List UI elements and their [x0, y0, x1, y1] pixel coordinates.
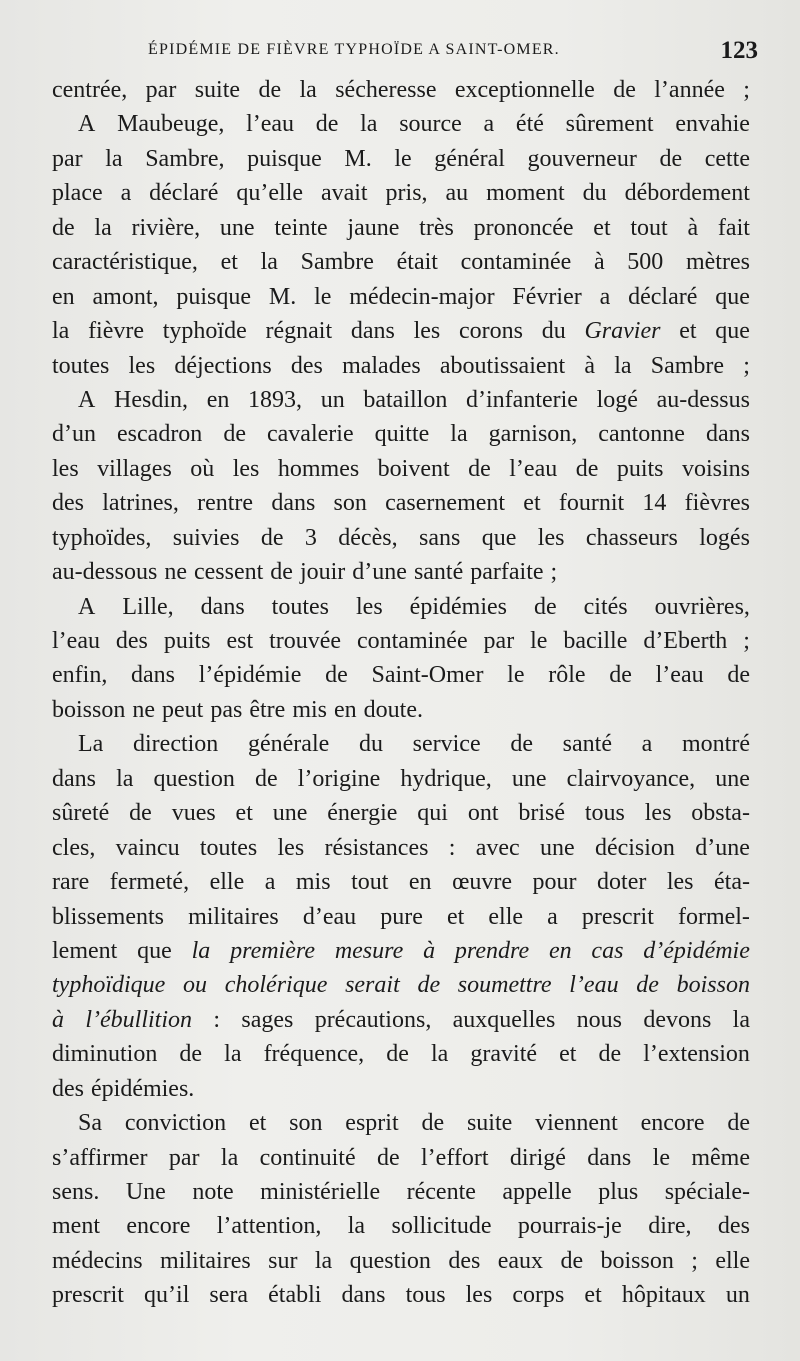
text-line: place a déclaré qu’elle avait pris, au moment du débordement	[52, 180, 750, 207]
text-line: A Lille, dans toutes les épidémies de cités ouvrières,	[78, 593, 750, 620]
text-line: enfin, dans l’épidémie de Saint-Omer le rôle de l’eau de	[52, 662, 750, 689]
text-line: de la rivière, une teinte jaune très prononcée et tout à fait	[52, 214, 750, 241]
text-line: s’affirmer par la continuité de l’effort dirigé dans le même	[52, 1144, 750, 1171]
text-line: à l’ébullition : sages précautions, auxquelles nous devons la	[52, 1006, 750, 1033]
text-line: A Hesdin, en 1893, un bataillon d’infanterie logé au-dessus	[78, 386, 750, 413]
body-text	[52, 73, 750, 1313]
text-line: La direction générale du service de santé a montré	[78, 731, 750, 758]
text-line: les villages où les hommes boivent de l’eau de puits voisins	[52, 455, 750, 482]
text-line: prescrit qu’il sera établi dans tous les corps et hôpitaux un	[52, 1282, 750, 1309]
running-head	[148, 37, 758, 67]
text-line: A Maubeuge, l’eau de la source a été sûrement envahie	[78, 111, 750, 138]
text-line: diminution de la fréquence, de la gravité et de l’extension	[52, 1041, 750, 1068]
text-line: dans la question de l’origine hydrique, une clairvoyance, une	[52, 765, 750, 792]
text-line: au-dessous ne cessent de jouir d’une santé parfaite ;	[52, 559, 558, 586]
text-line: en amont, puisque M. le médecin-major Février a déclaré que	[52, 283, 750, 310]
text-line: médecins militaires sur la question des eaux de boisson ; elle	[52, 1247, 750, 1274]
text-line: des latrines, rentre dans son casernement et fournit 14 fièvres	[52, 490, 750, 517]
text-line: cles, vaincu toutes les résistances : avec une décision d’une	[52, 834, 750, 861]
text-line: Sa conviction et son esprit de suite viennent encore de	[78, 1110, 750, 1137]
text-line: toutes les déjections des malades aboutissaient à la Sambre ;	[52, 352, 750, 379]
text-line: boisson ne peut pas être mis en doute.	[52, 696, 423, 723]
page-number: 123	[720, 37, 758, 64]
text-line: caractéristique, et la Sambre était contaminée à 500 mètres	[52, 249, 750, 276]
text-line: blissements militaires d’eau pure et elle a prescrit formel-	[52, 903, 750, 930]
text-line: centrée, par suite de la sécheresse exceptionnelle de l’année ;	[52, 77, 750, 103]
text-line: lement que la première mesure à prendre en cas d’épidémie	[52, 937, 750, 964]
text-line: l’eau des puits est trouvée contaminée par le bacille d’Eberth ;	[52, 628, 750, 654]
text-line: d’un escadron de cavalerie quitte la garnison, cantonne dans	[52, 421, 750, 448]
text-line: sens. Une note ministérielle récente appelle plus spéciale-	[52, 1179, 750, 1205]
text-line: typhoïdes, suivies de 3 décès, sans que les chasseurs logés	[52, 524, 750, 551]
text-line: la fièvre typhoïde régnait dans les corons du Gravier et que	[52, 318, 750, 345]
text-line: typhoïdique ou cholérique serait de soumettre l’eau de boisson	[52, 972, 750, 999]
text-line: ment encore l’attention, la sollicitude pourrais-je dire, des	[52, 1213, 750, 1240]
text-line: rare fermeté, elle a mis tout en œuvre pour doter les éta-	[52, 869, 750, 896]
text-line: des épidémies.	[52, 1075, 195, 1102]
text-line: par la Sambre, puisque M. le général gouverneur de cette	[52, 145, 750, 172]
text-line: sûreté de vues et une énergie qui ont brisé tous les obsta-	[52, 800, 750, 827]
running-head-title: ÉPIDÉMIE DE FIÈVRE TYPHOÏDE A SAINT-OMER.	[148, 41, 560, 58]
